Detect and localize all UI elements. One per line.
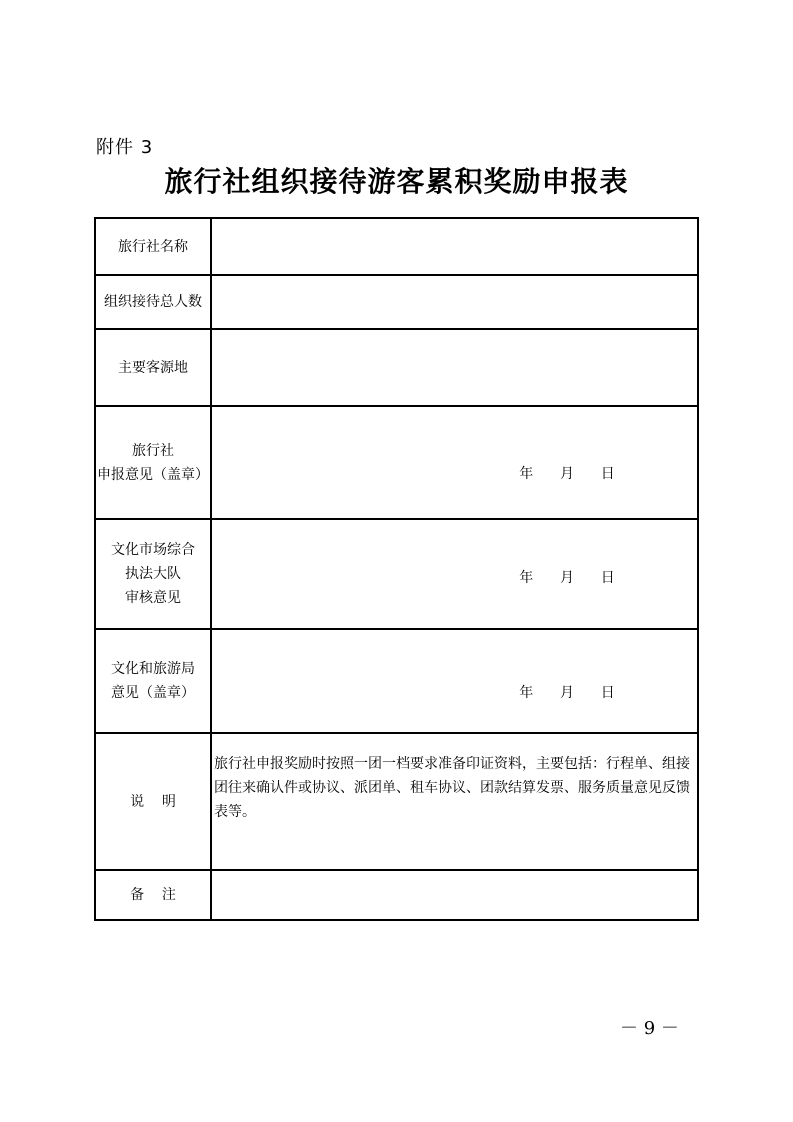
row-total-visitors: [95, 275, 698, 329]
remarks-field[interactable]: [211, 870, 698, 920]
row-bureau-opinion: [95, 629, 698, 733]
row-agency-opinion: [95, 406, 698, 519]
bureau-opinion-label: [95, 629, 211, 733]
total-visitors-label: 组织接待总人数: [95, 275, 211, 329]
enforcement-review-label-line-1: 文化市场综合: [111, 542, 195, 558]
page-number: － 9 －: [620, 1018, 679, 1039]
source-region-label: 主要客源地: [95, 329, 211, 406]
agency-opinion-label-line-2: 申报意见（盖章）: [97, 466, 209, 483]
enforcement-review-field[interactable]: [211, 519, 698, 629]
instructions-field: [211, 733, 698, 870]
bureau-opinion-field[interactable]: [211, 629, 698, 733]
agency-name-field[interactable]: [211, 218, 698, 275]
agency-name-label: 旅行社名称: [95, 218, 211, 275]
instructions-label: [95, 733, 211, 870]
row-instructions: [95, 733, 698, 870]
enforcement-review-label-line-2: 执法大队: [125, 566, 181, 582]
enforcement-review-label: [95, 519, 211, 629]
row-agency-name: [95, 218, 698, 275]
form-title: 旅行社组织接待游客累积奖励申报表: [164, 165, 629, 198]
instructions-text: 旅行社申报奖励时按照一团一档要求准备印证资料，主要包括：行程单、组接团往来确认件或协议、派团单、租车协议、团款结算发票、服务质量意见反馈表等。: [214, 755, 690, 820]
row-source-region: [95, 329, 698, 406]
source-region-field[interactable]: [211, 329, 698, 406]
bureau-opinion-date: 年 月 日: [519, 685, 615, 701]
application-form-table: [94, 217, 699, 921]
agency-opinion-field[interactable]: [211, 406, 698, 519]
enforcement-review-date: 年 月 日: [519, 570, 615, 586]
row-enforcement-review: [95, 519, 698, 629]
bureau-opinion-label-line-2: 意见（盖章）: [111, 685, 195, 701]
row-remarks: [95, 870, 698, 920]
agency-opinion-date: 年 月 日: [519, 466, 615, 482]
bureau-opinion-label-line-1: 文化和旅游局: [111, 661, 195, 677]
total-visitors-field[interactable]: [211, 275, 698, 329]
agency-opinion-label: [95, 406, 211, 519]
remarks-label-text: 备 注: [130, 887, 176, 903]
enforcement-review-label-line-3: 审核意见: [125, 590, 181, 606]
remarks-label: [95, 870, 211, 920]
agency-opinion-label-line-1: 旅行社: [132, 442, 174, 459]
attachment-label: 附件 3: [96, 137, 154, 158]
instructions-label-text: 说 明: [130, 793, 176, 810]
